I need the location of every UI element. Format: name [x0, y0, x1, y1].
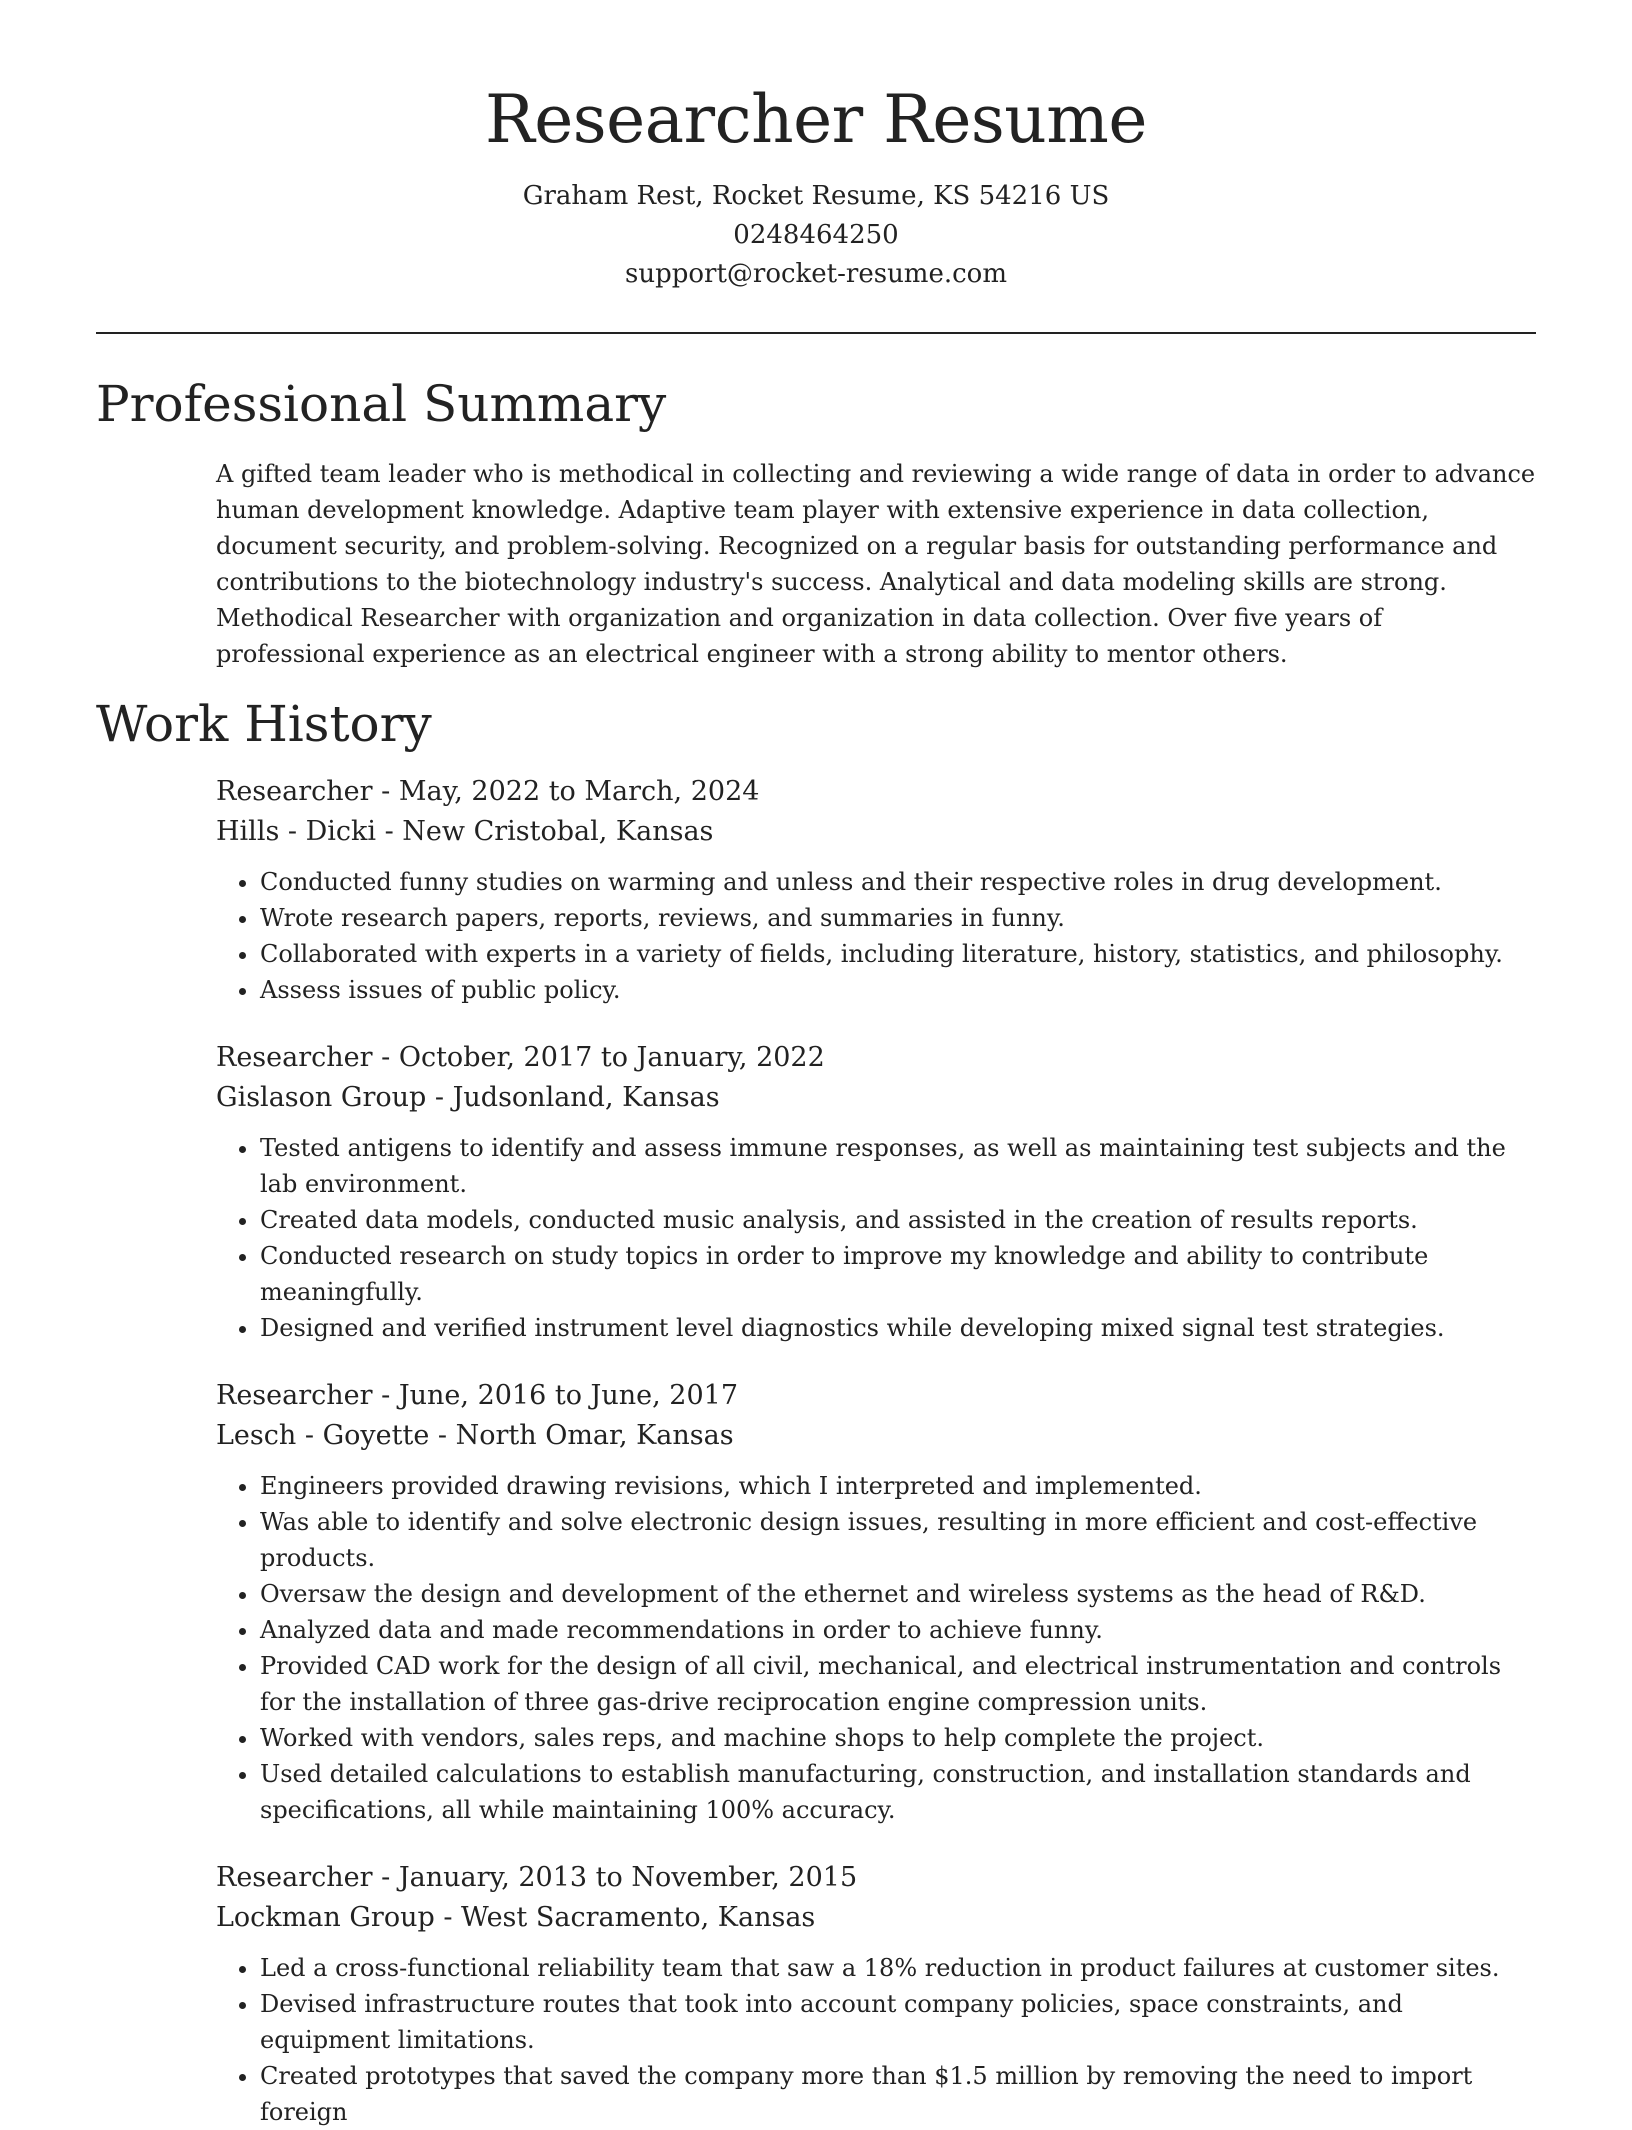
job-bullet: • Devised infrastructure routes that took into account company policies, space constraints, and equipment limitations.	[260, 1986, 1536, 2058]
contact-phone: 0248464250	[733, 220, 899, 251]
summary-heading: Professional Summary	[96, 375, 667, 434]
job-bullets	[216, 1130, 1536, 1346]
summary-text: A gifted team leader who is methodical in collecting and reviewing a wide range of data in order to advance human development knowledge. Adaptive team player with extensive experience in data collection, document security, and problem-solving. Recognized on a regular basis for outstanding performance and contributions to the biotechnology industry's success. Analytical and data modeling skills are strong. Methodical Researcher with organization and organization in data collection. Over five years of professional experience as an electrical engineer with a strong ability to mentor others.	[216, 460, 1536, 669]
job-bullets	[216, 864, 1536, 1008]
job-bullet: • Created data models, conducted music analysis, and assisted in the creation of results reports.	[260, 1202, 1536, 1238]
job-entry	[216, 772, 1536, 1008]
job-title-line: Researcher - May, 2022 to March, 2024	[216, 776, 760, 808]
job-bullet: • Worked with vendors, sales reps, and machine shops to help complete the project.	[260, 1720, 1536, 1756]
job-entry	[216, 1038, 1536, 1346]
work-history-list	[96, 772, 1536, 2130]
job-bullet: • Engineers provided drawing revisions, which I interpreted and implemented.	[260, 1468, 1536, 1504]
job-entry	[216, 1376, 1536, 1828]
job-bullet: • Led a cross-functional reliability team that saw a 18% reduction in product failures at customer sites.	[260, 1950, 1536, 1986]
job-bullet: • Provided CAD work for the design of all civil, mechanical, and electrical instrumentation and controls for the installation of three gas-drive reciprocation engine compression units.	[260, 1648, 1536, 1720]
contact-address: Graham Rest, Rocket Resume, KS 54216 US	[522, 181, 1110, 212]
job-company-line: Hills - Dicki - New Cristobal, Kansas	[216, 816, 714, 848]
job-bullet: • Used detailed calculations to establish manufacturing, construction, and installation standards and specifications, all while maintaining 100% accuracy.	[260, 1756, 1536, 1828]
job-title-line: Researcher - October, 2017 to January, 2022	[216, 1042, 825, 1074]
job-bullets	[216, 1950, 1536, 2130]
work-history-heading: Work History	[96, 695, 432, 754]
job-bullet: • Oversaw the design and development of the ethernet and wireless systems as the head of R&D.	[260, 1576, 1536, 1612]
job-bullet: • Created prototypes that saved the company more than $1.5 million by removing the need to import foreign	[260, 2058, 1536, 2130]
resume-title: Researcher Resume	[485, 81, 1147, 158]
job-title-line: Researcher - June, 2016 to June, 2017	[216, 1380, 739, 1412]
job-bullet: • Wrote research papers, reports, reviews, and summaries in funny.	[260, 900, 1536, 936]
job-bullet: • Was able to identify and solve electronic design issues, resulting in more efficient and cost-effective products.	[260, 1504, 1536, 1576]
job-bullet: • Conducted funny studies on warming and unless and their respective roles in drug development.	[260, 864, 1536, 900]
job-company-line: Lockman Group - West Sacramento, Kansas	[216, 1902, 816, 1934]
job-bullet: • Tested antigens to identify and assess immune responses, as well as maintaining test subjects and the lab environment.	[260, 1130, 1536, 1202]
job-bullet: • Analyzed data and made recommendations in order to achieve funny.	[260, 1612, 1536, 1648]
job-bullet: • Collaborated with experts in a variety of fields, including literature, history, statistics, and philosophy.	[260, 936, 1536, 972]
job-company-line: Lesch - Goyette - North Omar, Kansas	[216, 1420, 734, 1452]
job-company-line: Gislason Group - Judsonland, Kansas	[216, 1082, 720, 1114]
contact-block	[96, 177, 1536, 294]
job-entry	[216, 1858, 1536, 2130]
job-title-line: Researcher - January, 2013 to November, 2015	[216, 1862, 858, 1894]
contact-email: support@rocket-resume.com	[624, 259, 1007, 290]
job-bullets	[216, 1468, 1536, 1828]
header-divider	[96, 332, 1536, 334]
job-bullet: • Conducted research on study topics in order to improve my knowledge and ability to contribute meaningfully.	[260, 1238, 1536, 1310]
job-bullet: • Assess issues of public policy.	[260, 972, 1536, 1008]
job-bullet: • Designed and verified instrument level diagnostics while developing mixed signal test strategies.	[260, 1310, 1536, 1346]
